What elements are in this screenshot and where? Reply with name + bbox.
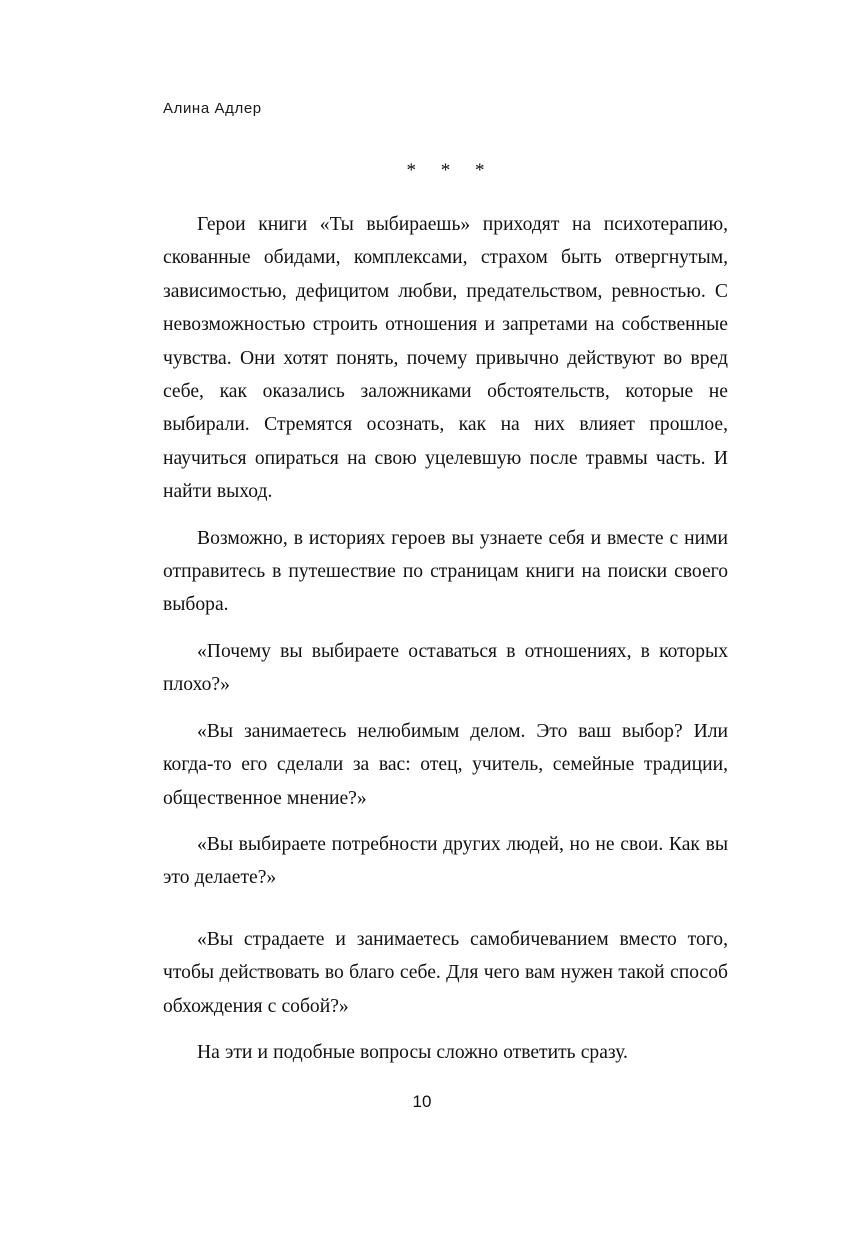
paragraph-4: «Вы занимаетесь нелюбимым делом. Это ваш выбор? Или когда-то его сделали за вас: отец, учитель, семейные традиции, общественное мнение?» xyxy=(163,720,728,809)
paragraph-7: На эти и подобные вопросы сложно ответить сразу. xyxy=(197,1041,628,1063)
page-number: 10 xyxy=(412,1092,432,1111)
section-divider-asterisks: * * * xyxy=(406,160,495,181)
paragraph-2: Возможно, в историях героев вы узнаете себя и вместе с ними отправитесь в путешествие по страницам книги на поиски своего выбора. xyxy=(163,527,728,616)
paragraph-6: «Вы страдаете и занимаетесь самобичеванием вместо того, чтобы действовать во благо себе. Для чего вам нужен такой способ обхождения с собой?» xyxy=(163,928,728,1017)
running-head-author: Алина Адлер xyxy=(163,100,262,117)
paragraph-1: Герои книги «Ты выбираешь» приходят на психотерапию, скованные обидами, комплексами, страхом быть отвергнутым, зависимостью, дефицитом любви, предательством, ревностью. С невозможностью строить отношения и запретами на собственные чувства. Они хотят понять, почему привычно действуют во вред себе, как оказались заложниками обстоятельств, которые не выбирали. Стремятся осознать, как на них влияет прошлое, научиться опираться на свою уцелевшую после травмы часть. И найти выход. xyxy=(163,214,728,503)
paragraph-5: «Вы выбираете потребности других людей, но не свои. Как вы это делаете?» xyxy=(163,833,728,889)
paragraph-3: «Почему вы выбираете оставаться в отношениях, в которых плохо?» xyxy=(163,640,728,696)
page-body xyxy=(163,160,728,1082)
